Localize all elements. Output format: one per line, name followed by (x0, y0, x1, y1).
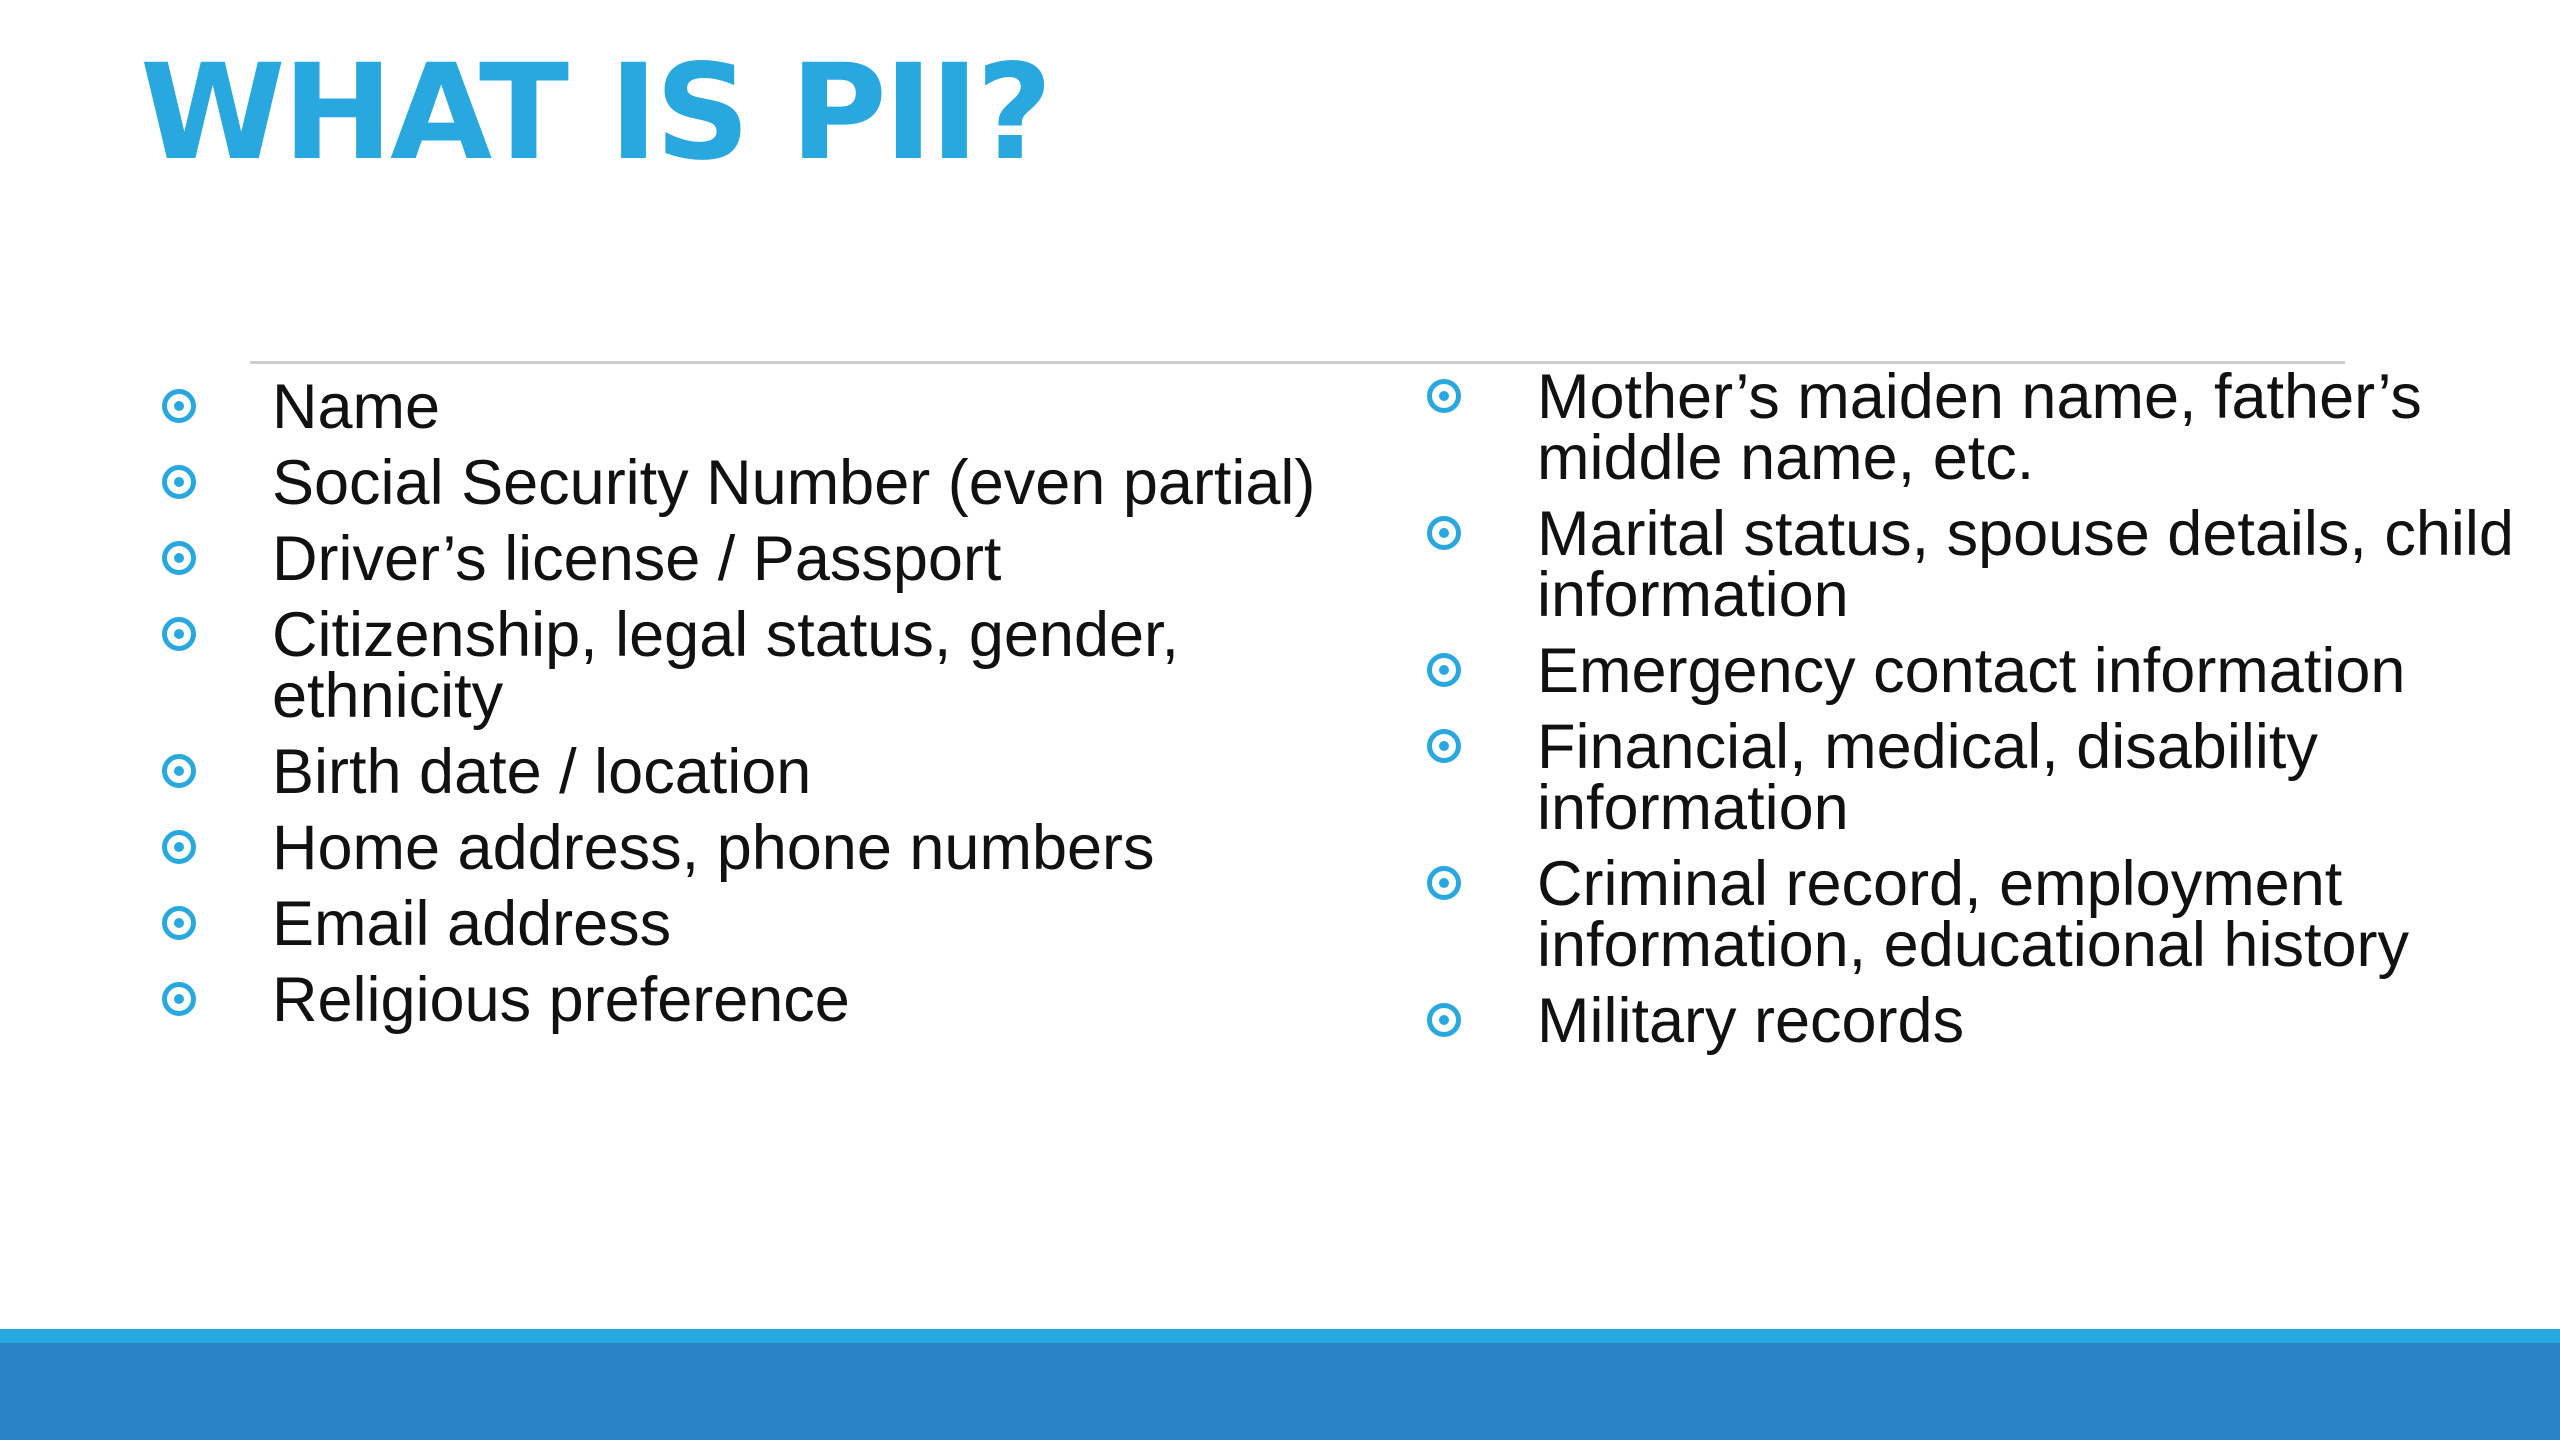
radio-bullet-icon (162, 465, 196, 499)
list-item-text: Name (272, 372, 441, 442)
footer-bar (0, 1343, 2560, 1440)
footer-accent-stripe (0, 1329, 2560, 1343)
radio-bullet-icon (1427, 653, 1461, 687)
list-item-text: Driver’s license / Passport (272, 524, 1002, 594)
radio-bullet-icon (162, 982, 196, 1016)
list-item (1425, 849, 2515, 980)
list-item (160, 372, 1390, 442)
radio-bullet-icon (162, 541, 196, 575)
list-item (160, 889, 1390, 959)
slide-title: WHAT IS PII? (140, 36, 1050, 190)
list-item-text: Religious preference (272, 965, 850, 1035)
list-item-text: Financial, medical, disability information (1537, 712, 2318, 843)
list-item-text: Marital status, spouse details, child information (1537, 499, 2514, 630)
list-item (160, 448, 1390, 518)
radio-bullet-icon (1427, 729, 1461, 763)
list-item (160, 813, 1390, 883)
radio-bullet-icon (1427, 516, 1461, 550)
list-item-text: Email address (272, 889, 672, 959)
list-item (1425, 986, 2515, 1056)
list-item-text: Mother’s maiden name, father’s middle name, etc. (1537, 362, 2422, 493)
list-item-text: Criminal record, employment information, educational history (1537, 849, 2409, 980)
list-item-text: Birth date / location (272, 737, 812, 807)
list-item (1425, 712, 2515, 843)
list-item-text: Military records (1537, 986, 1965, 1056)
radio-bullet-icon (162, 906, 196, 940)
pii-list-right (1425, 362, 2515, 1067)
radio-bullet-icon (162, 389, 196, 423)
list-item (1425, 499, 2515, 630)
radio-bullet-icon (1427, 379, 1461, 413)
list-item (160, 737, 1390, 807)
list-item-text: Emergency contact information (1537, 636, 2406, 706)
list-item (160, 965, 1390, 1035)
pii-list-left (160, 372, 1390, 1046)
list-item-text: Social Security Number (even partial) (272, 448, 1316, 518)
radio-bullet-icon (162, 617, 196, 651)
radio-bullet-icon (162, 754, 196, 788)
list-item-text: Citizenship, legal status, gender, ethnicity (272, 600, 1180, 731)
radio-bullet-icon (1427, 866, 1461, 900)
list-item (160, 600, 1390, 731)
list-item-text: Home address, phone numbers (272, 813, 1155, 883)
radio-bullet-icon (162, 830, 196, 864)
list-item (1425, 362, 2515, 493)
list-item (160, 524, 1390, 594)
list-item (1425, 636, 2515, 706)
radio-bullet-icon (1427, 1003, 1461, 1037)
